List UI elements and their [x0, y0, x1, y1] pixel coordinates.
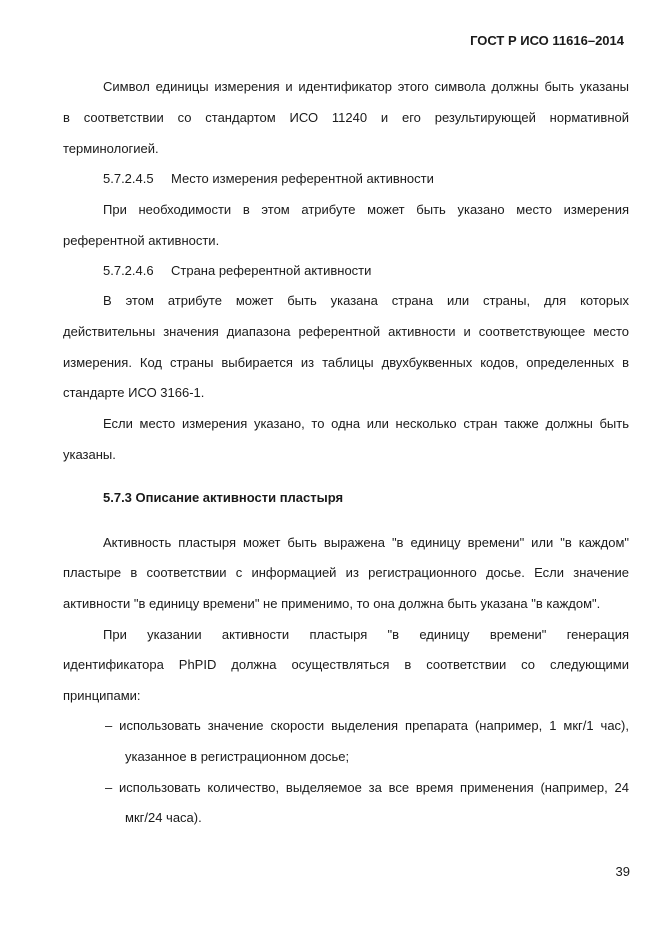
text-line: референтной активности.	[63, 233, 220, 248]
subsection-title: Место измерения референтной активности	[171, 171, 434, 186]
text-line: активности "в единицу времени" не применимо, то она должна быть указана "в каждом".	[63, 596, 601, 611]
text-line: При указании активности пластыря "в единицу времени" генерация	[103, 627, 629, 642]
text-line: стандарте ИСО 3166-1.	[63, 385, 205, 400]
subsection-number: 5.7.2.4.6	[103, 263, 154, 278]
text-line: – использовать количество, выделяемое за все время применения (например, 24	[105, 780, 629, 795]
text-line: указаны.	[63, 447, 116, 462]
text-line: – использовать значение скорости выделения препарата (например, 1 мкг/1 час),	[105, 718, 629, 733]
text-line: действительны значения диапазона референтной активности и соответствующее место	[63, 324, 629, 339]
document-header: ГОСТ Р ИСО 11616–2014	[470, 33, 624, 48]
text-line: Активность пластыря может быть выражена "в единицу времени" или "в каждом"	[103, 535, 629, 550]
text-line: мкг/24 часа).	[125, 810, 202, 825]
subsection-heading-5-7-2-4-5	[103, 171, 629, 187]
text-line: При необходимости в этом атрибуте может быть указано место измерения	[103, 202, 629, 217]
text-line: пластыре в соответствии с информацией из регистрационного досье. Если значение	[63, 565, 629, 580]
page-number: 39	[615, 864, 630, 879]
subsection-title: Страна референтной активности	[171, 263, 372, 278]
text-line: В этом атрибуте может быть указана страна или страны, для которых	[103, 293, 629, 308]
text-line: терминологией.	[63, 141, 159, 156]
text-line: Символ единицы измерения и идентификатор этого символа должны быть указаны	[103, 79, 629, 94]
text-line: указанное в регистрационном досье;	[125, 749, 350, 764]
subsection-number: 5.7.2.4.5	[103, 171, 154, 186]
text-line: принципами:	[63, 688, 141, 703]
text-line: измерения. Код страны выбирается из таблицы двухбуквенных кодов, определенных в	[63, 355, 629, 370]
section-heading-5-7-3: 5.7.3 Описание активности пластыря	[103, 490, 344, 505]
text-line: Если место измерения указано, то одна или несколько стран также должны быть	[103, 416, 629, 431]
text-line: в соответствии со стандартом ИСО 11240 и его результирующей нормативной	[63, 110, 629, 125]
text-line: идентификатора PhPID должна осуществляться в соответствии со следующими	[63, 657, 629, 672]
subsection-heading-5-7-2-4-6	[103, 263, 629, 279]
